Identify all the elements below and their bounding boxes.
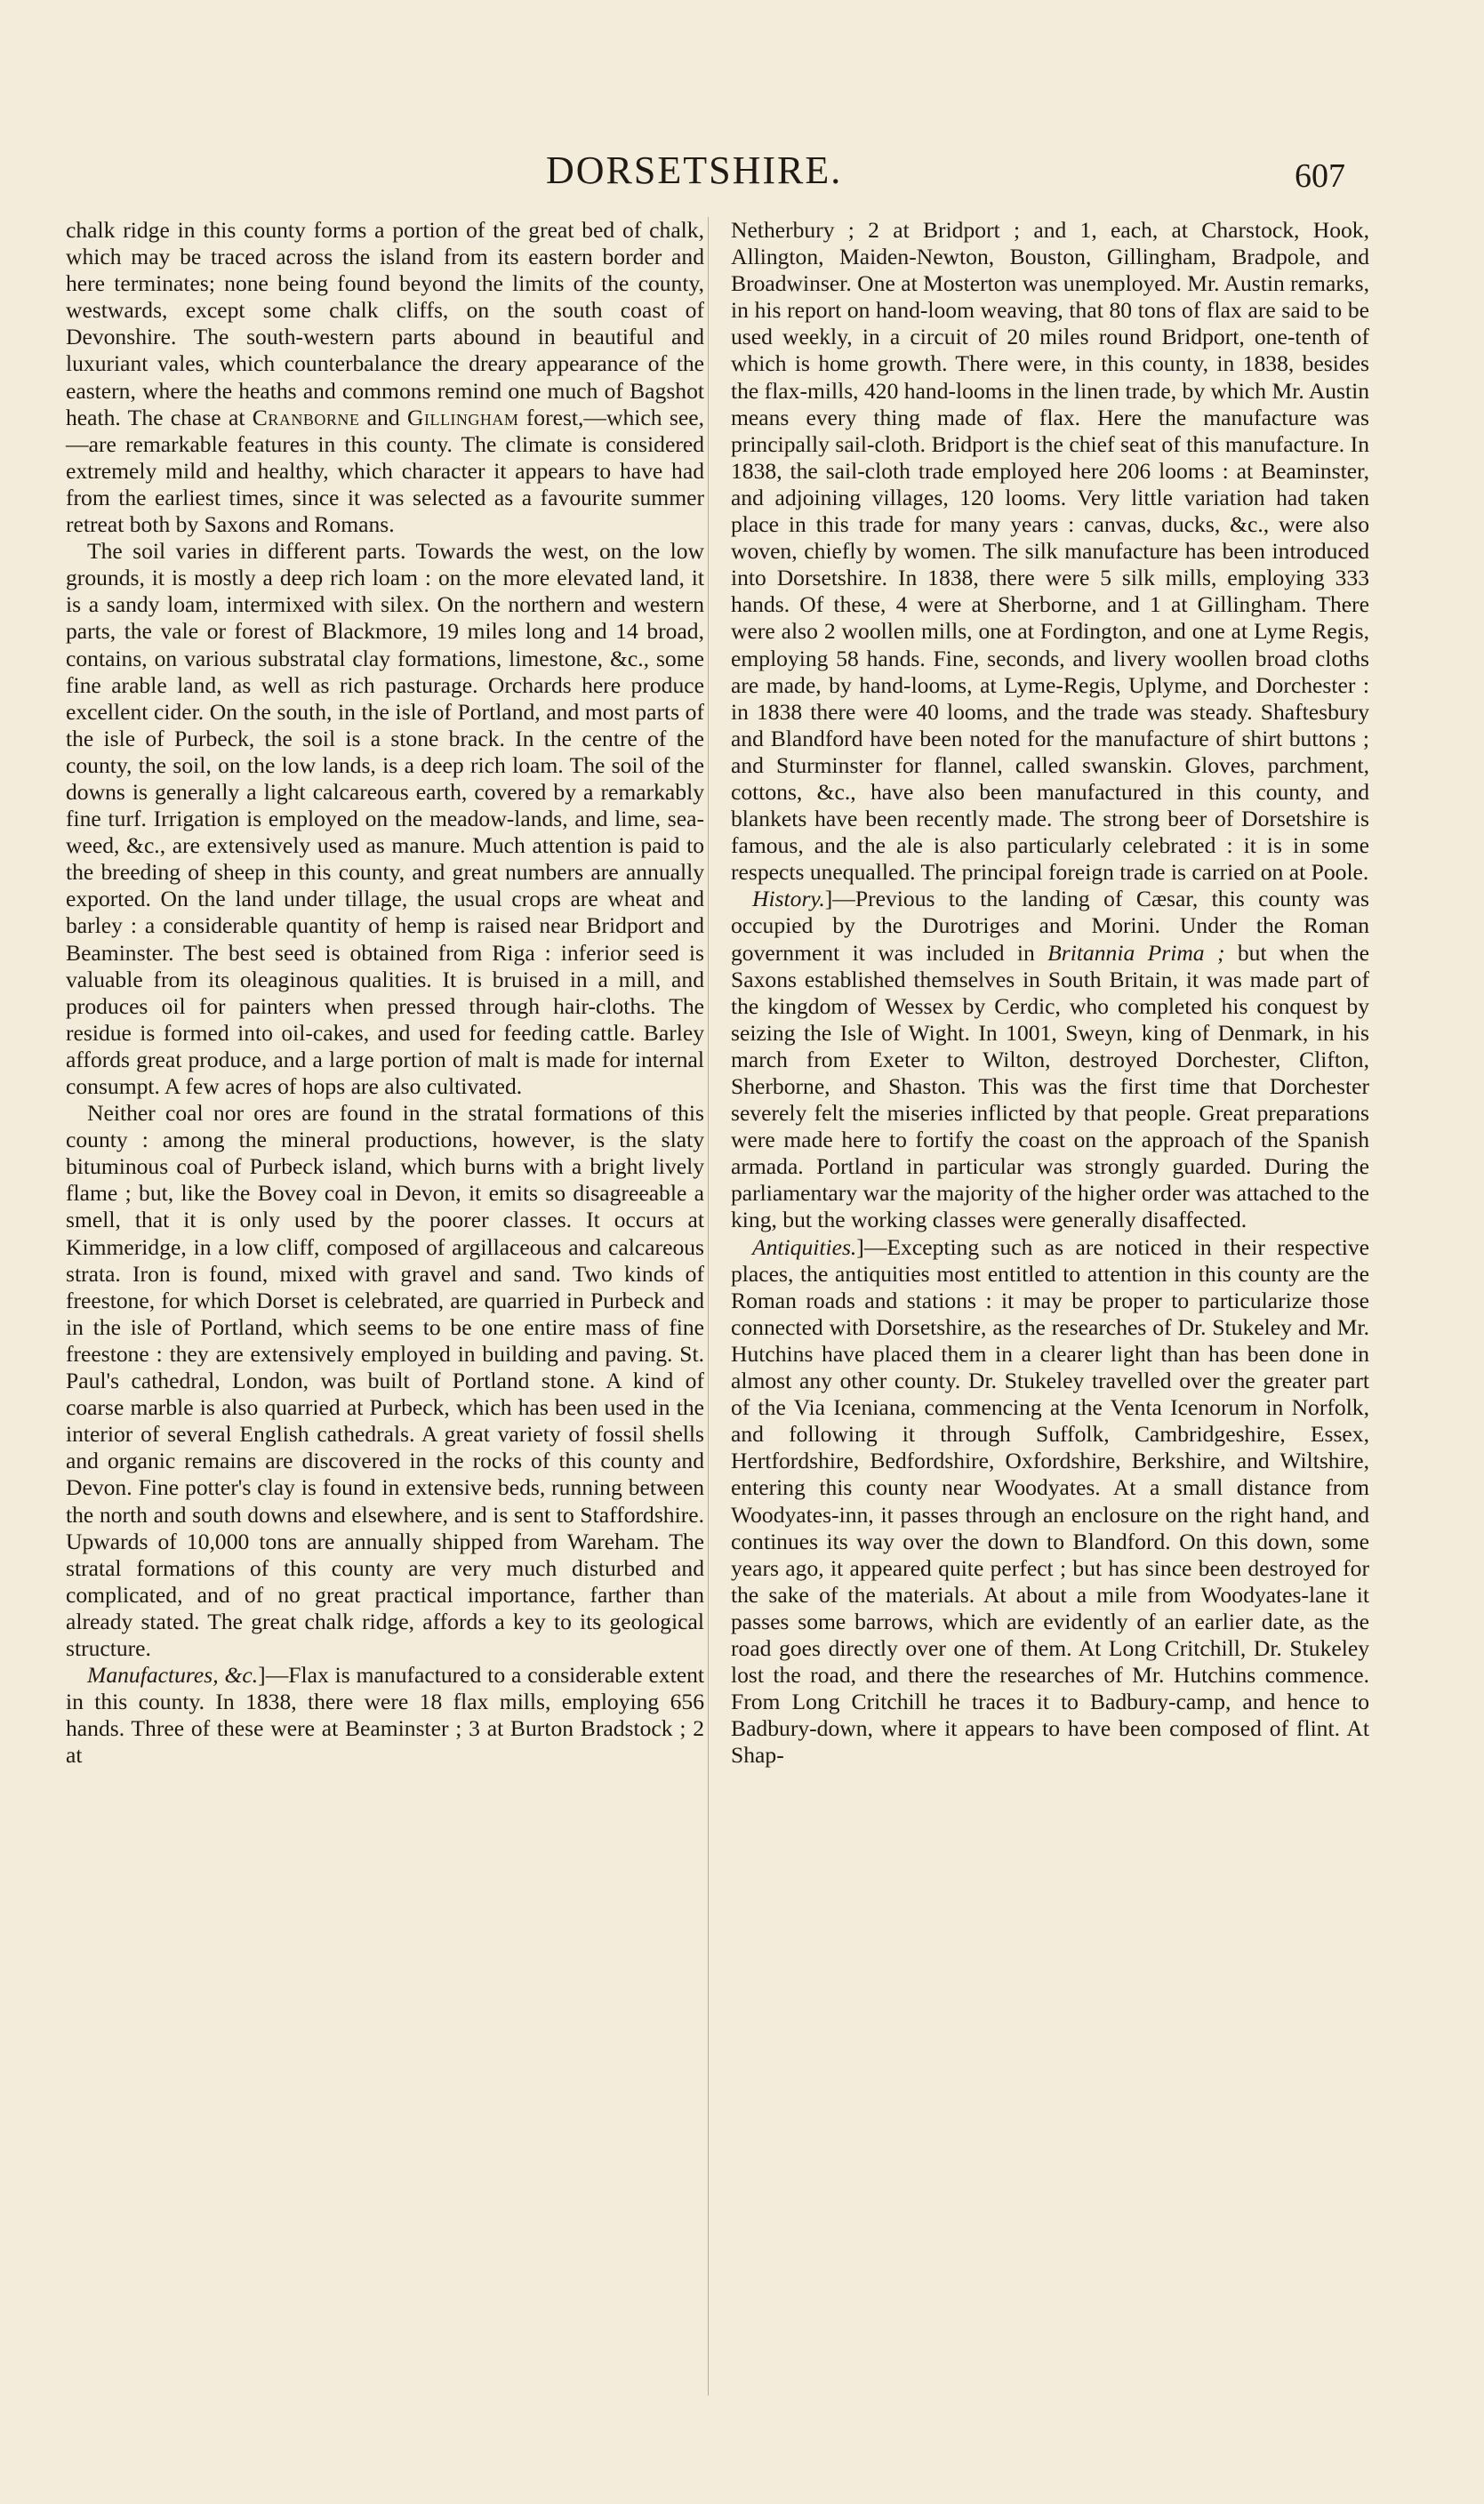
section-heading-antiquities: Antiquities. [752, 1233, 857, 1260]
text-britannia-prima: Britannia Prima ; [1047, 939, 1225, 966]
paragraph-manufactures [66, 1662, 704, 1769]
text-run: chalk ridge in this county forms a portion of the great bed of chalk, which may be traced across the island from its eastern border and here terminates; none being found beyond the limits of the county, westwards, except some chalk cliffs, on the south coast of Devonshire. The south-western parts abound in beautiful and luxuriant vales, which counterbalance the dreary appearance of the eastern, where the heaths and commons remind one much of Bagshot heath. The chase at [66, 217, 704, 430]
paragraph-antiquities [731, 1234, 1369, 1770]
page-title: DORSETSHIRE. [546, 148, 843, 192]
paragraph-history [731, 886, 1369, 1233]
section-heading-history: History. [752, 886, 825, 912]
left-column [66, 217, 704, 1769]
paragraph-manufactures-continued: Netherbury ; 2 at Bridport ; and 1, each, at Charstock, Hook, Allington, Maiden-Newton, Bouston, Gillingham, Bradpole, and Broadwinser. One at Mosterton was unemployed. Mr. Austin remarks, in his report on hand-loom weaving, that 80 tons of flax are said to be used weekly, in a circuit of 20 miles round Bridport, one-tenth of which is home growth. There were, in this county, in 1838, besides the flax-mills, 420 hand-looms in the linen trade, by which Mr. Austin means every thing made of flax. Here the manufacture was principally sail-cloth. Bridport is the chief seat of this manufacture. In 1838, the sail-cloth trade employed here 206 looms : at Beaminster, and adjoining villages, 120 looms. Very little variation had taken place in this trade for many years : canvas, ducks, &c., were also woven, chiefly by women. The silk manufacture has been introduced into Dorsetshire. In 1838, there were 5 silk mills, employing 333 hands. Of these, 4 were at Sherborne, and 1 at Gillingham. There were also 2 woollen mills, one at Fordington, and one at Lyme Regis, employing 58 hands. Fine, seconds, and livery woollen broad cloths are made, by hand-looms, at Lyme-Regis, Uplyme, and Dorchester : in 1838 there were 40 looms, and the trade was steady. Shaftesbury and Blandford have been noted for the manufacture of shirt buttons ; and Sturminster for flannel, called swanskin. Gloves, parchment, cottons, &c., have also been manufactured in this county, and blankets have been recently made. The strong beer of Dorsetshire is famous, and the ale is also particularly celebrated : it is in some respects unequalled. The principal foreign trade is carried on at Poole. [731, 217, 1369, 886]
column-divider [708, 217, 709, 2396]
section-heading-manufactures: Manufactures, &c. [87, 1662, 259, 1689]
text-run: but when the Saxons established themselves in South Britain, it was made part of the kingdom of Wessex by Cerdic, who completed his conquest by seizing the Isle of Wight. In 1001, Sweyn, king of Denmark, in his march from Exeter to Wilton, destroyed Dorchester, Clifton, Sherborne, and Shaston. This was the first time that Dorchester severely felt the miseries inflicted by that people. Great preparations were made here to fortify the coast on the approach of the Spanish armada. Portland in particular was strongly guarded. During the parliamentary war the majority of the higher order was attached to the king, but the working classes were generally disaffected. [731, 939, 1370, 1233]
place-name-cranborne: Cranborne [252, 404, 360, 430]
running-head [0, 148, 1484, 201]
place-name-gillingham: Gillingham [406, 404, 519, 430]
paragraph-soil: The soil varies in different parts. Towards the west, on the low grounds, it is mostly a deep rich loam : on the more elevated land, it is a sandy loam, intermixed with silex. On the northern and western parts, the vale or forest of Blackmore, 19 miles long and 14 broad, contains, on various substratal clay formations, limestone, &c., some fine arable land, as well as rich pasturage. Orchards here produce excellent cider. On the south, in the isle of Portland, and most parts of the isle of Purbeck, the soil is a stone brack. In the centre of the county, the soil, on the low lands, is a deep rich loam. The soil of the downs is generally a light calcareous earth, covered by a remarkably fine turf. Irrigation is employed on the meadow-lands, and lime, sea-weed, &c., are extensively used as manure. Much attention is paid to the breeding of sheep in this county, and great numbers are annually exported. On the land under tillage, the usual crops are wheat and barley : a considerable quantity of hemp is raised near Bridport and Beaminster. The best seed is obtained from Riga : inferior seed is valuable from its oleaginous qualities. It is bruised in a mill, and produces oil for painters when pressed through hair-cloths. The residue is formed into oil-cakes, and used for feeding cattle. Barley affords great produce, and a large portion of malt is made for internal consumpt. A few acres of hops are also cultivated. [66, 538, 704, 1099]
paragraph-minerals: Neither coal nor ores are found in the stratal formations of this county : among the mineral productions, however, is the slaty bituminous coal of Purbeck island, which burns with a bright lively flame ; but, like the Bovey coal in Devon, it emits so disagreeable a smell, that it is only used by the poorer classes. It occurs at Kimmeridge, in a low cliff, composed of argillaceous and calcareous strata. Iron is found, mixed with gravel and sand. Two kinds of freestone, for which Dorset is celebrated, are quarried in Purbeck and in the isle of Portland, which seems to be one entire mass of fine freestone : they are extensively employed in building and paving. St. Paul's cathedral, London, was built of Portland stone. A kind of coarse marble is also quarried at Purbeck, which has been used in the interior of several English cathedrals. A great variety of fossil shells and organic remains are discovered in the rocks of this county and Devon. Fine potter's clay is found in extensive beds, running between the north and south downs and elsewhere, and is sent to Staffordshire. Upwards of 10,000 tons are annually shipped from Wareham. The stratal formations of this county are very much disturbed and complicated, and of no great practical importance, farther than already stated. The great chalk ridge, affords a key to its geological structure. [66, 1100, 704, 1661]
text-run: forest,—which see,—are remarkable features in this county. The climate is considered extremely mild and healthy, which character it appears to have had from the earliest times, since it was selected as a favourite summer retreat both by Saxons and Romans. [66, 404, 704, 538]
text-run: and [359, 404, 407, 430]
text-run: ]—Previous to the landing of Cæsar, this county was occupied by the Durotriges and Morini. Under the Roman government it was included in [731, 886, 1369, 966]
right-column [731, 217, 1369, 1769]
page-number: 607 [1295, 157, 1345, 195]
text-run: ]—Excepting such as are noticed in their respective places, the antiquities most entitled to attention in this county are the Roman roads and stations : it may be proper to particularize those connected with Dorsetshire, as the researches of Dr. Stukeley and Mr. Hutchins have placed them in a clearer light than has been done in almost any other county. Dr. Stukeley travelled over the greater part of the Via Iceniana, commencing at the Venta Icenorum in Norfolk, and following it through Suffolk, Cambridgeshire, Essex, Hertfordshire, Bedfordshire, Oxfordshire, Berkshire, and Wiltshire, entering this county near Woodyates. At a small distance from Woodyates-inn, it passes through an enclosure on the right hand, and continues its way over the down to Blandford. On this down, some years ago, it appeared quite perfect ; but has since been destroyed for the sake of the materials. At about a mile from Woodyates-lane it passes some barrows, which are evidently of an earlier date, as the road goes directly over one of them. At Long Critchill, Dr. Stukeley lost the road, and there the researches of Mr. Hutchins commence. From Long Critchill he traces it to Badbury-camp, and hence to Badbury-down, where it appears to have been composed of flint. At Shap- [731, 1233, 1369, 1769]
paragraph-chalk-ridge [66, 217, 704, 538]
text-run: ]—Flax is manufactured to a considerable extent in this county. In 1838, there were 18 flax mills, employing 656 hands. Three of these were at Beaminster ; 3 at Burton Bradstock ; 2 at [66, 1662, 704, 1769]
